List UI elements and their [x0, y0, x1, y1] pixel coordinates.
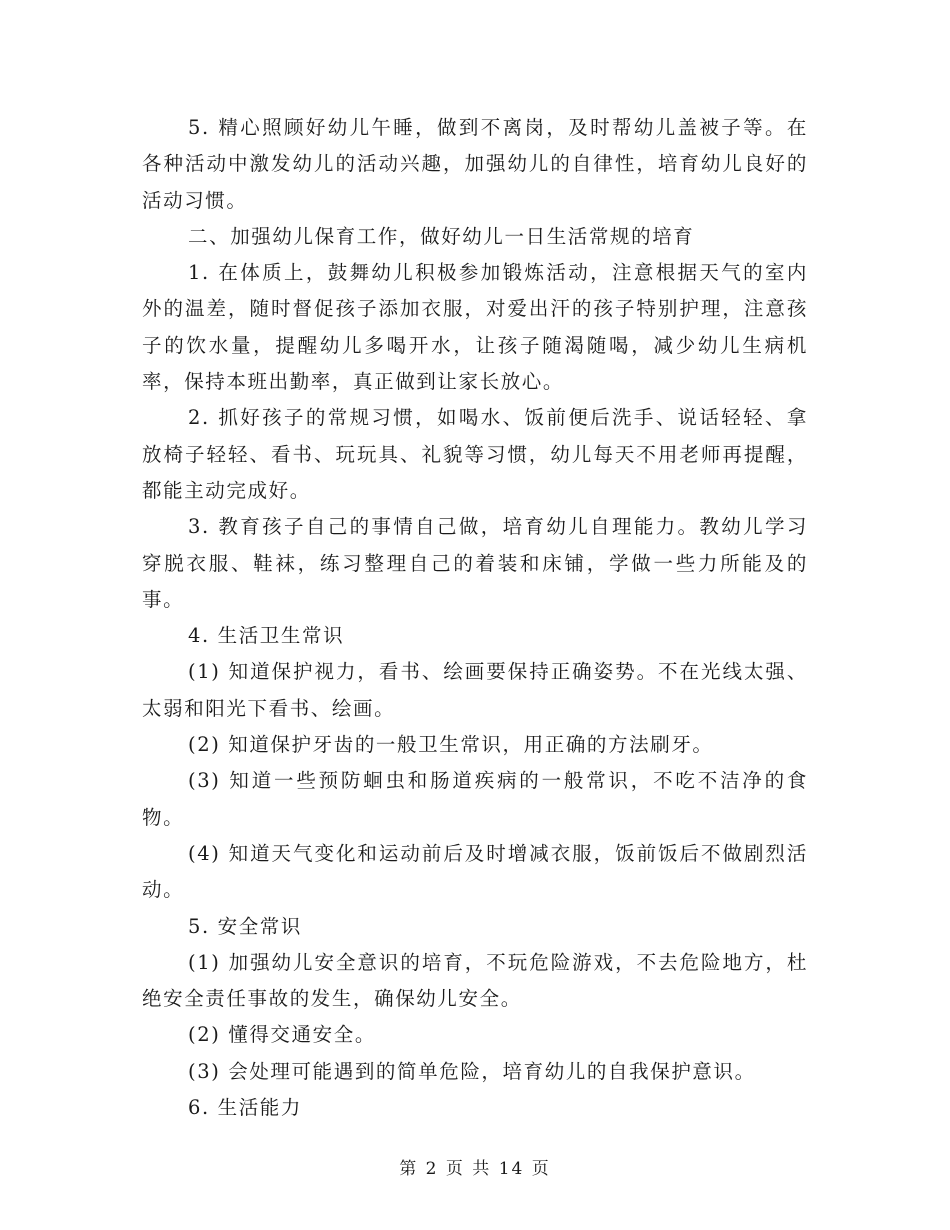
- subheading-hygiene: 4. 生活卫生常识: [188, 624, 345, 648]
- paragraph-nap-care: 5. 精心照顾好幼儿午睡，做到不离岗，及时帮幼儿盖被子等。在各种活动中激发幼儿的活动兴趣，加强幼儿的自律性，培育幼儿良好的活动习惯。: [142, 116, 808, 212]
- paragraph-self-care: 3. 教育孩子自己的事情自己做，培育幼儿自理能力。教幼儿学习穿脱衣服、鞋袜，练习整理自己的着装和床铺，学做一些力所能及的事。: [142, 515, 808, 611]
- list-item-disease-prevention: (3) 知道一些预防蛔虫和肠道疾病的一般常识，不吃不洁净的食物。: [142, 769, 808, 829]
- paragraph-routine-habits: 2. 抓好孩子的常规习惯，如喝水、饭前便后洗手、说话轻轻、拿放椅子轻轻、看书、玩玩具、礼貌等习惯，幼儿每天不用老师再提醒，都能主动完成好。: [142, 406, 808, 502]
- footer-current-page: 2: [425, 1159, 439, 1179]
- subheading-life-skills: 6. 生活能力: [188, 1096, 303, 1120]
- list-item-self-protection: (3) 会处理可能遇到的简单危险，培育幼儿的自我保护意识。: [188, 1059, 756, 1083]
- paragraph-physical-fitness: 1. 在体质上，鼓舞幼儿积极参加锻炼活动，注意根据天气的室内外的温差，随时督促孩子添加衣服，对爱出汗的孩子特别护理，注意孩子的饮水量，提醒幼儿多喝开水，让孩子随渴随喝，减少幼儿生病机率，保持本班出勤率，真正做到让家长放心。: [142, 261, 808, 394]
- list-item-safety-awareness: (1) 加强幼儿安全意识的培育，不玩危险游戏，不去危险地方，杜绝安全责任事故的发生，确保幼儿安全。: [142, 950, 808, 1011]
- list-item-teeth: (2) 知道保护牙齿的一般卫生常识，用正确的方法刷牙。: [188, 733, 714, 757]
- document-body: [142, 110, 808, 1126]
- footer-total-pages: 14: [498, 1159, 525, 1179]
- list-item-eyesight: (1) 知道保护视力，看书、绘画要保持正确姿势。不在光线太强、太弱和阳光下看书、绘画。: [142, 660, 808, 720]
- list-item-clothing: (4) 知道天气变化和运动前后及时增减衣服，饭前饭后不做剧烈活动。: [142, 841, 808, 902]
- subheading-safety: 5. 安全常识: [188, 914, 303, 938]
- footer-suffix: 页: [531, 1159, 551, 1179]
- footer-middle: 页 共: [445, 1159, 492, 1179]
- footer-prefix: 第: [399, 1159, 419, 1179]
- section-heading-childcare: 二、加强幼儿保育工作，做好幼儿一日生活常规的培育: [188, 224, 695, 248]
- list-item-traffic-safety: (2) 懂得交通安全。: [188, 1023, 376, 1047]
- page-footer: [0, 1154, 950, 1179]
